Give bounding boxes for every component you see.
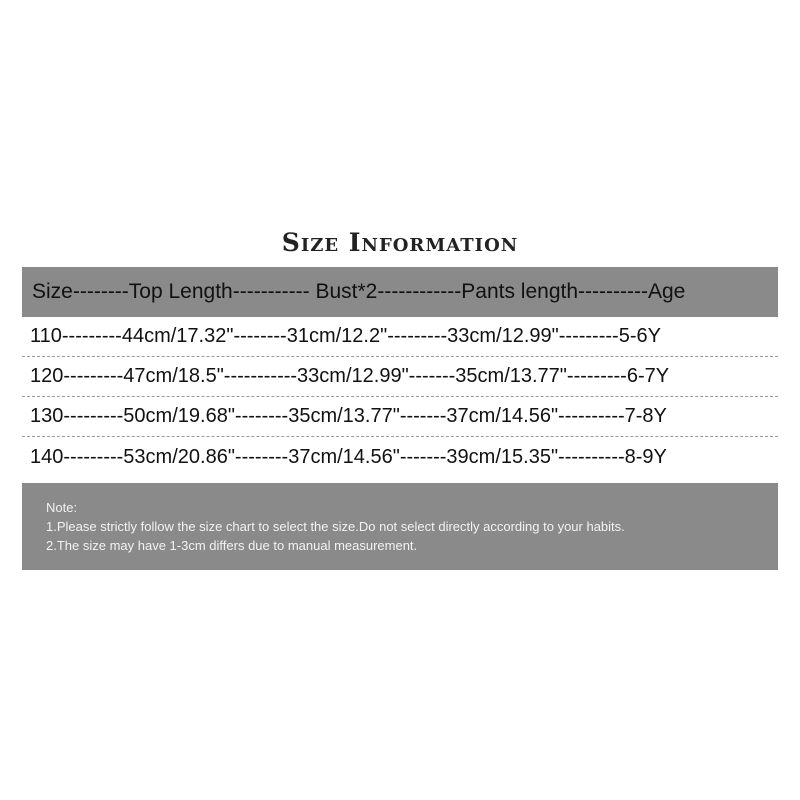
table-row: 110---------44cm/17.32"--------31cm/12.2"---------33cm/12.99"---------5-6Y (22, 317, 778, 357)
note-line: 2.The size may have 1-3cm differs due to manual measurement. (46, 538, 418, 553)
note-line: 1.Please strictly follow the size chart to select the size.Do not select directly according to your habits. (46, 519, 625, 534)
table-row: 140---------53cm/20.86"--------37cm/14.56"-------39cm/15.35"----------8-9Y (30, 445, 667, 468)
page-title: Size Information (281, 228, 519, 257)
table-row: 130---------50cm/19.68"--------35cm/13.77"-------37cm/14.56"----------7-8Y (22, 397, 778, 437)
size-table-header: Size--------Top Length----------- Bust*2------------Pants length----------Age (22, 267, 778, 317)
note-heading: Note: (46, 500, 78, 515)
size-table (22, 267, 778, 477)
table-row: 120---------47cm/18.5"-----------33cm/12.99"-------35cm/13.77"---------6-7Y (22, 357, 778, 397)
note-box (22, 483, 778, 570)
